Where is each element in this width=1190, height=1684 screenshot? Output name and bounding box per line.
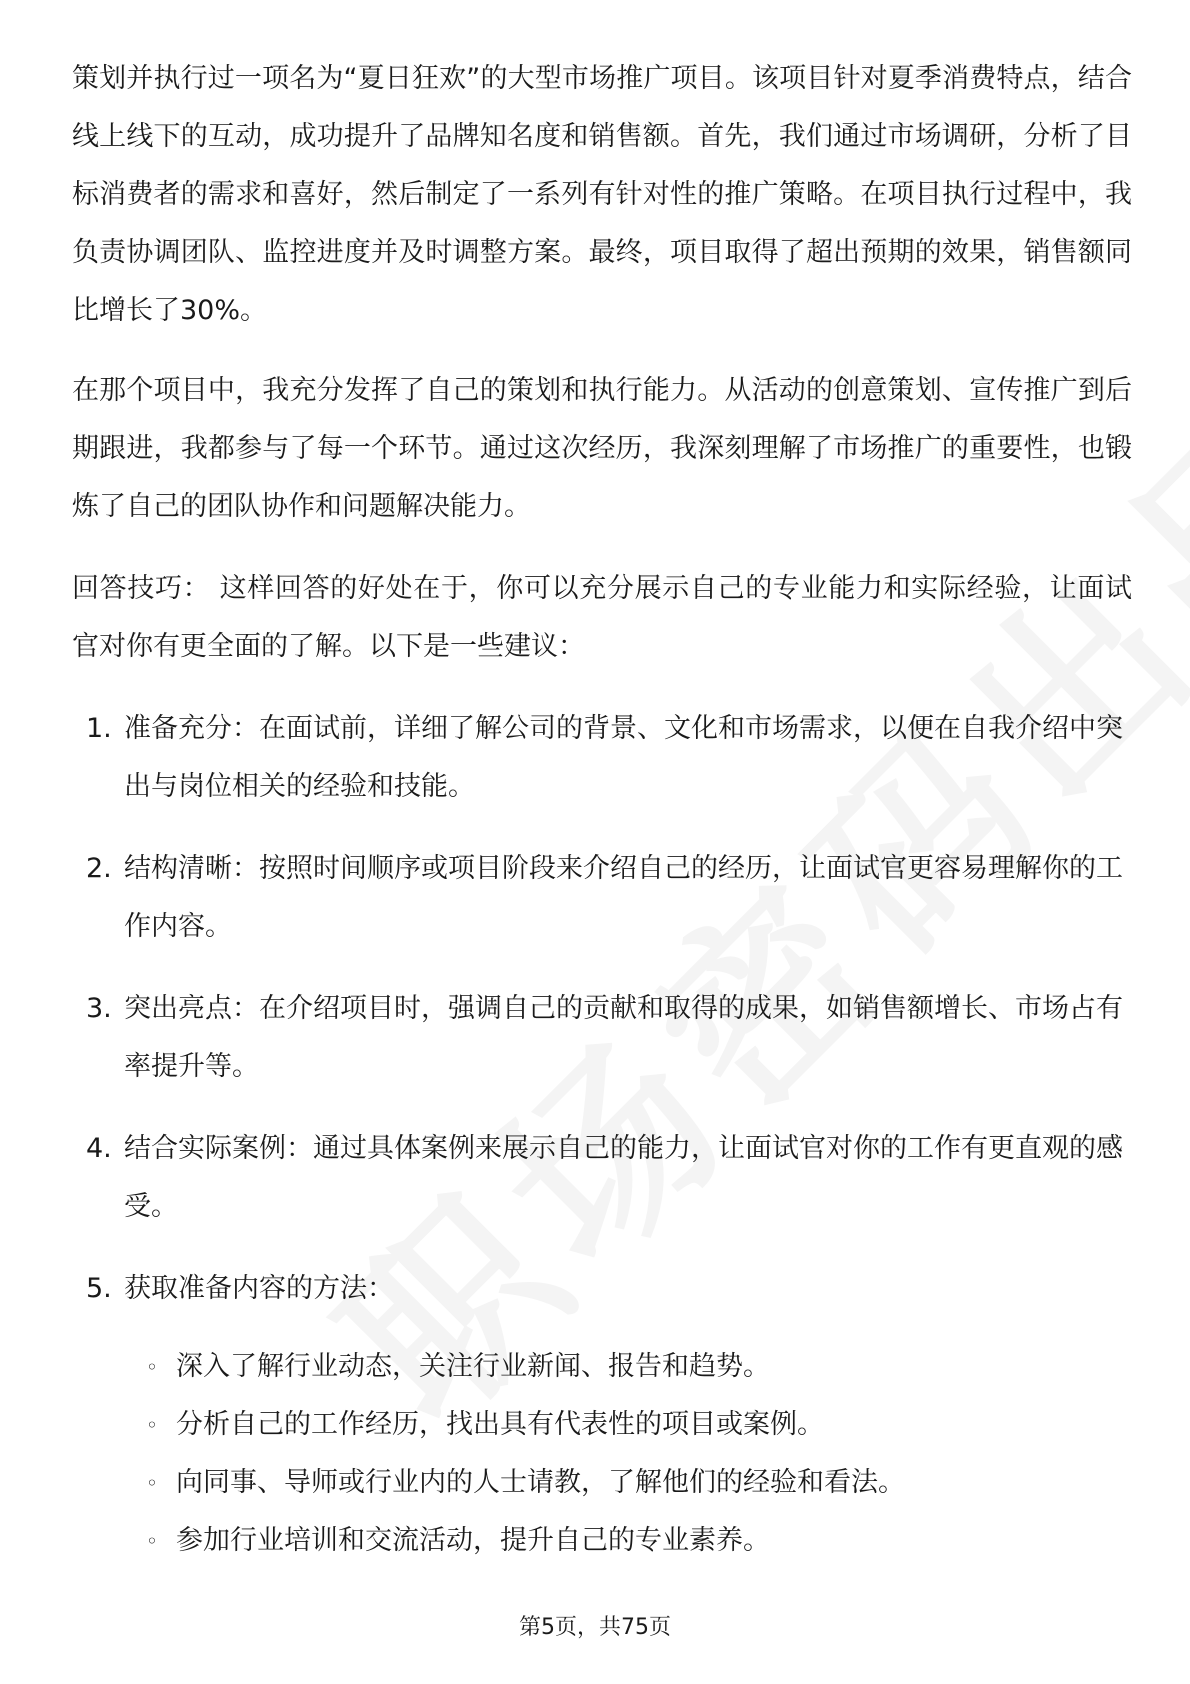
list-number: 1. <box>86 713 112 744</box>
list-number: 4. <box>86 1133 112 1164</box>
list-item-text: 结构清晰：按照时间顺序或项目阶段来介绍自己的经历，让面试官更容易理解你的工作内容。 <box>124 853 1123 942</box>
paragraph-project-reflection: 在那个项目中，我充分发挥了自己的策划和执行能力。从活动的创意策划、宣传推广到后期跟进，我都参与了每一个环节。通过这次经历，我深刻理解了市场推广的重要性，也锻炼了自己的团队协作和问题解决能力。 <box>72 375 1132 522</box>
bullet-icon: ◦ <box>146 1529 158 1553</box>
paragraph-project-description: 策划并执行过一项名为“夏日狂欢”的大型市场推广项目。该项目针对夏季消费特点，结合线上线下的互动，成功提升了品牌知名度和销售额。首先，我们通过市场调研，分析了目标消费者的需求和喜好，然后制定了一系列有针对性的推广策略。在项目执行过程中，我负责协调团队、监控进度并及时调整方案。最终，项目取得了超出预期的效果，销售额同比增长了30%。 <box>72 63 1132 326</box>
methods-list-item <box>124 1454 1132 1512</box>
document-body <box>72 50 1132 1594</box>
methods-sublist <box>124 1338 1132 1570</box>
methods-list-item <box>124 1396 1132 1454</box>
tips-list-item <box>72 980 1132 1096</box>
list-item-text: 突出亮点：在介绍项目时，强调自己的贡献和取得的成果，如销售额增长、市场占有率提升等。 <box>124 993 1123 1082</box>
list-item-text: 获取准备内容的方法： <box>124 1273 394 1304</box>
tips-list-item <box>72 1260 1132 1570</box>
list-item-text: 向同事、导师或行业内的人士请教，了解他们的经验和看法。 <box>176 1467 905 1498</box>
bullet-icon: ◦ <box>146 1413 158 1437</box>
list-item-text: 参加行业培训和交流活动，提升自己的专业素养。 <box>176 1525 770 1556</box>
list-number: 3. <box>86 993 112 1024</box>
page-footer: 第5页，共75页 <box>519 1615 671 1640</box>
methods-list-item <box>124 1512 1132 1570</box>
list-number: 2. <box>86 853 112 884</box>
bullet-icon: ◦ <box>146 1471 158 1495</box>
tips-list-item <box>72 1120 1132 1236</box>
list-number: 5. <box>86 1273 112 1304</box>
list-item-text: 准备充分：在面试前，详细了解公司的背景、文化和市场需求，以便在自我介绍中突出与岗位相关的经验和技能。 <box>124 713 1123 802</box>
list-item-text: 分析自己的工作经历，找出具有代表性的项目或案例。 <box>176 1409 824 1440</box>
tips-list-item <box>72 700 1132 816</box>
tips-list-item <box>72 840 1132 956</box>
list-item-text: 结合实际案例：通过具体案例来展示自己的能力，让面试官对你的工作有更直观的感受。 <box>124 1133 1123 1222</box>
methods-list-item <box>124 1338 1132 1396</box>
paragraph-answer-tips: 回答技巧： 这样回答的好处在于，你可以充分展示自己的专业能力和实际经验，让面试官对你有更全面的了解。以下是一些建议： <box>72 573 1132 662</box>
list-item-text: 深入了解行业动态，关注行业新闻、报告和趋势。 <box>176 1351 770 1382</box>
tips-list <box>72 700 1132 1570</box>
bullet-icon: ◦ <box>146 1355 158 1379</box>
